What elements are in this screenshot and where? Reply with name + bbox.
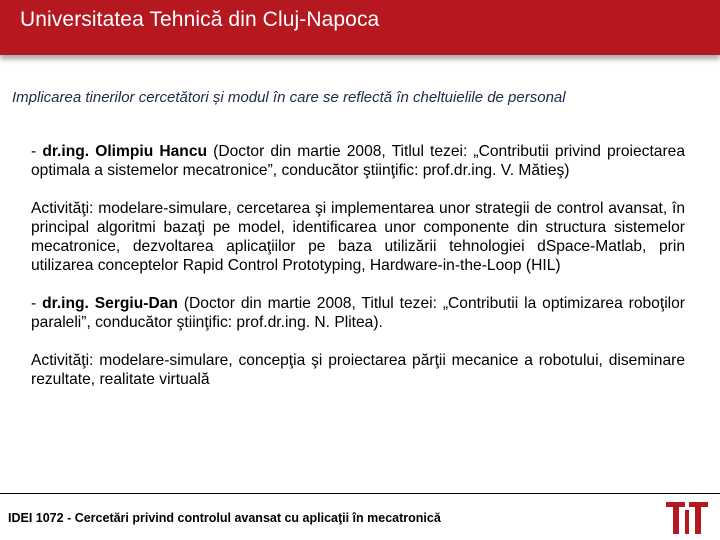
paragraph-researcher-2 xyxy=(31,294,685,332)
header-title: Universitatea Tehnică din Cluj-Napoca xyxy=(20,8,380,31)
researcher-details-2: (Doctor din martie 2008, Titlul tezei: „Contributii la optimizarea roboţilor paraleli”, conducător ştiinţific: prof.dr.ing. N. Plitea). xyxy=(31,295,685,331)
header-bar xyxy=(0,0,720,55)
bullet-prefix: - xyxy=(31,143,43,160)
paragraph-researcher-1 xyxy=(31,142,685,180)
paragraph-activities-1: Activităţi: modelare-simulare, cercetarea şi implementarea unor strategii de control avansat, în principal algoritmi bazaţi pe model, identificarea unor componente din structura sistemelor mecatronice, dezvoltarea aplicaţiilor pe baza utilizării tehnologiei dSpace-Matlab, prin utilizarea conceptelor Rapid Control Prototyping, Hardware-in-the-Loop (HIL) xyxy=(31,200,685,274)
utcn-logo-icon xyxy=(664,500,710,536)
bullet-prefix: - xyxy=(31,295,43,312)
footer-divider xyxy=(0,493,720,494)
researcher-details-1: (Doctor din martie 2008, Titlul tezei: „Contributii privind proiectarea optimala a sistemelor mecatronice”, conducător ştiinţific: prof.dr.ing. V. Mătieş) xyxy=(31,143,686,179)
researcher-name-1: dr.ing. Olimpiu Hancu xyxy=(42,143,208,160)
researcher-name-2: dr.ing. Sergiu-Dan xyxy=(42,295,178,312)
slide-content xyxy=(31,142,685,389)
footer-text: IDEI 1072 - Cercetări privind controlul avansat cu aplicaţii în mecatronică xyxy=(8,511,441,525)
slide-subtitle: Implicarea tinerilor cercetători și modul în care se reflectă în cheltuielile de personal xyxy=(12,89,566,106)
paragraph-activities-2: Activităţi: modelare-simulare, concepţia şi proiectarea părţii mecanice a robotului, diseminare rezultate, realitate virtuală xyxy=(31,352,685,388)
